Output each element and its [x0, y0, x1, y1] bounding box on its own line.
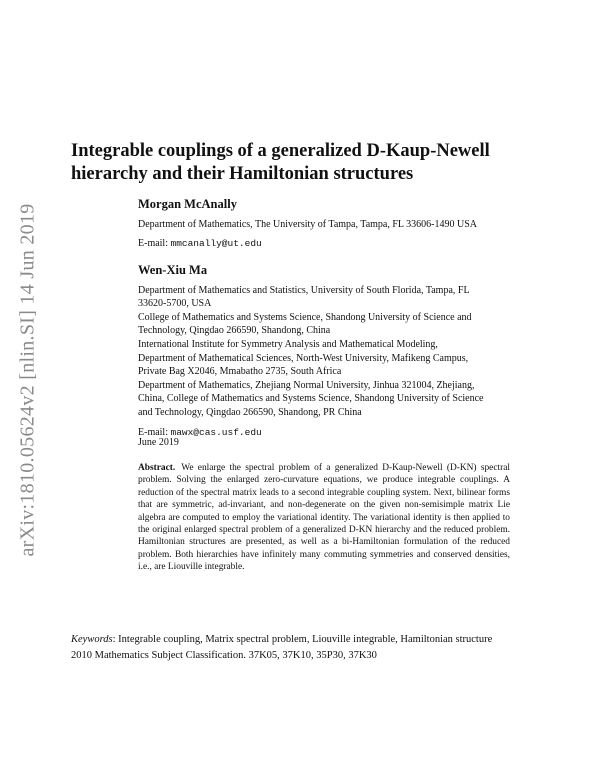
keywords-section — [71, 632, 511, 663]
affiliation-line: 33620-5700, USA — [138, 298, 212, 310]
abstract-text: We enlarge the spectral problem of a generalized D-Kaup-Newell (D-KN) spectral problem. Solving the enlarged zero-curvature equations, we produce integrable couplings. A reduction of the spectral matrix leads to a second integrable coupling system. Next, bilinear forms that are symmetric, ad-invariant, and non-degenerate on the given non-semisimple matrix Lie algebra are computed to employ the variational identity. The variational identity is then applied to the original enlarged spectral problem of a generalized D-KN hierarchy and the reduced problem. Hamiltonian structures are presented, as well as a bi-Hamiltonian formulation of the reduced problem. Both hierarchies have infinitely many commuting symmetries and conserved densities, i.e., are Liouville integrable. — [138, 463, 510, 573]
author-name: Morgan McAnally — [138, 197, 237, 211]
paper-title — [71, 140, 541, 186]
title-line-2: hierarchy and their Hamiltonian structures — [71, 164, 414, 184]
affiliation-line: Private Bag X2046, Mmabatho 2735, South Africa — [138, 366, 342, 378]
email-line — [138, 426, 510, 440]
affiliation-line: Technology, Qingdao 266590, Shandong, China — [138, 325, 331, 337]
keywords-text: : Integrable coupling, Matrix spectral problem, Liouville integrable, Hamiltonian structure — [112, 634, 493, 645]
affiliation-line: and Technology, Qingdao 266590, Shandong, PR China — [138, 406, 362, 418]
affiliation-line: China, College of Mathematics and Systems Science, Shandong University of Science — [138, 393, 484, 405]
keywords-label: Keywords — [71, 634, 113, 645]
email-link[interactable]: mmcanally@ut.edu — [170, 238, 262, 250]
email-label: E-mail: — [138, 426, 168, 438]
author-name: Wen-Xiu Ma — [138, 263, 208, 277]
affiliation-line: Department of Mathematics, The University of Tampa, Tampa, FL 33606-1490 USA — [138, 218, 477, 230]
publication-date: June 2019 — [138, 437, 179, 448]
affiliation-line: College of Mathematics and Systems Science, Shandong University of Science and — [138, 311, 472, 323]
title-line-1: Integrable couplings of a generalized D-Kaup-Newell — [71, 141, 490, 161]
arxiv-stamp: arXiv:1810.05624v2 [nlin.SI] 14 Jun 2019 — [16, 203, 39, 557]
abstract — [138, 462, 510, 574]
affiliation-line: Department of Mathematics and Statistics, University of South Florida, Tampa, FL — [138, 284, 470, 296]
email-link[interactable]: mawx@cas.usf.edu — [170, 426, 262, 438]
email-line — [138, 237, 510, 251]
affiliation-line: Department of Mathematical Sciences, North-West University, Mafikeng Campus, — [138, 352, 469, 364]
email-label: E-mail: — [138, 238, 168, 250]
affiliation-line: Department of Mathematics, Zhejiang Normal University, Jinhua 321004, Zhejiang, — [138, 379, 475, 391]
affiliation — [138, 284, 510, 420]
affiliation — [138, 218, 510, 232]
msc-classification: 2010 Mathematics Subject Classification. 37K05, 37K10, 35P30, 37K30 — [71, 649, 377, 661]
author-block-1 — [138, 198, 510, 251]
author-block-2 — [138, 264, 510, 439]
affiliation-line: International Institute for Symmetry Analysis and Mathematical Modeling, — [138, 338, 438, 350]
abstract-label: Abstract. — [138, 463, 176, 473]
